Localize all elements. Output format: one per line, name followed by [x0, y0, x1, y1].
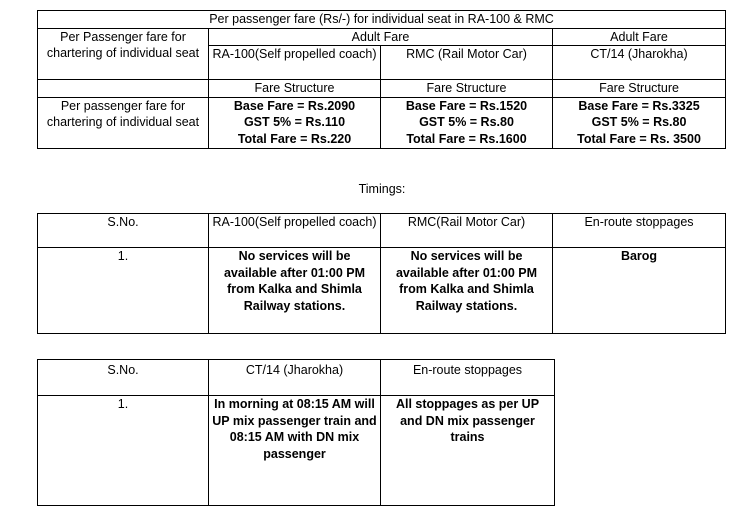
fare-table: [37, 10, 726, 149]
cell-sno: 1.: [38, 248, 209, 334]
adult-fare-header: Adult Fare: [209, 28, 553, 46]
gst-ct14: GST 5% = Rs.80: [591, 115, 687, 129]
coach-ct14: CT/14 (Jharokha): [553, 46, 726, 80]
cell-rmc-timing: No services will be available after 01:00 PM from Kalka and Shimla Railway stations.: [381, 248, 553, 334]
fare-table-title: Per passenger fare (Rs/-) for individual seat in RA-100 & RMC: [38, 11, 726, 29]
empty-cell: [38, 80, 209, 98]
fare-ra100: [209, 97, 381, 148]
total-fare-rmc: Total Fare = Rs.1600: [406, 131, 527, 146]
ct14-header-ct14: CT/14 (Jharokha): [209, 360, 381, 396]
base-fare-ra100: Base Fare = Rs.2090: [233, 98, 356, 113]
header-sno: S.No.: [38, 214, 209, 248]
timings-table: [37, 213, 726, 334]
total-fare-ct14: Total Fare = Rs. 3500: [577, 131, 701, 146]
header-ra100: RA-100(Self propelled coach): [209, 214, 381, 248]
fare-ct14: [553, 97, 726, 148]
base-fare-ct14: Base Fare = Rs.3325: [578, 98, 700, 113]
base-fare-rmc: Base Fare = Rs.1520: [405, 98, 528, 113]
ct14-timings-table: [37, 359, 555, 506]
cell-stoppages: Barog: [553, 248, 726, 334]
fare-structure-ct14: Fare Structure: [553, 80, 726, 98]
coach-ra100: RA-100(Self propelled coach): [209, 46, 381, 80]
fare-structure-rmc: Fare Structure: [381, 80, 553, 98]
header-stoppages: En-route stoppages: [553, 214, 726, 248]
ct14-cell-stoppages: All stoppages as per UP and DN mix passenger trains: [381, 396, 555, 506]
gst-ra100: GST 5% = Rs.110: [243, 115, 346, 129]
timings-label: Timings:: [358, 182, 406, 196]
coach-rmc: RMC (Rail Motor Car): [381, 46, 553, 80]
cell-ra100-timing: No services will be available after 01:00 PM from Kalka and Shimla Railway stations.: [209, 248, 381, 334]
ct14-cell-timing: In morning at 08:15 AM will UP mix passenger train and 08:15 AM with DN mix passenger: [209, 396, 381, 506]
fare-rmc: [381, 97, 553, 148]
ct14-cell-sno: 1.: [38, 396, 209, 506]
row-label: Per passenger fare for chartering of individual seat: [38, 97, 209, 148]
total-fare-ra100: Total Fare = Rs.220: [237, 131, 352, 146]
adult-fare-header-ct14: Adult Fare: [553, 28, 726, 46]
ct14-header-sno: S.No.: [38, 360, 209, 396]
ct14-header-stoppages: En-route stoppages: [381, 360, 555, 396]
header-rmc: RMC(Rail Motor Car): [381, 214, 553, 248]
row-header: Per Passenger fare for chartering of individual seat: [38, 28, 209, 80]
fare-structure-ra100: Fare Structure: [209, 80, 381, 98]
gst-rmc: GST 5% = Rs.80: [419, 115, 514, 129]
